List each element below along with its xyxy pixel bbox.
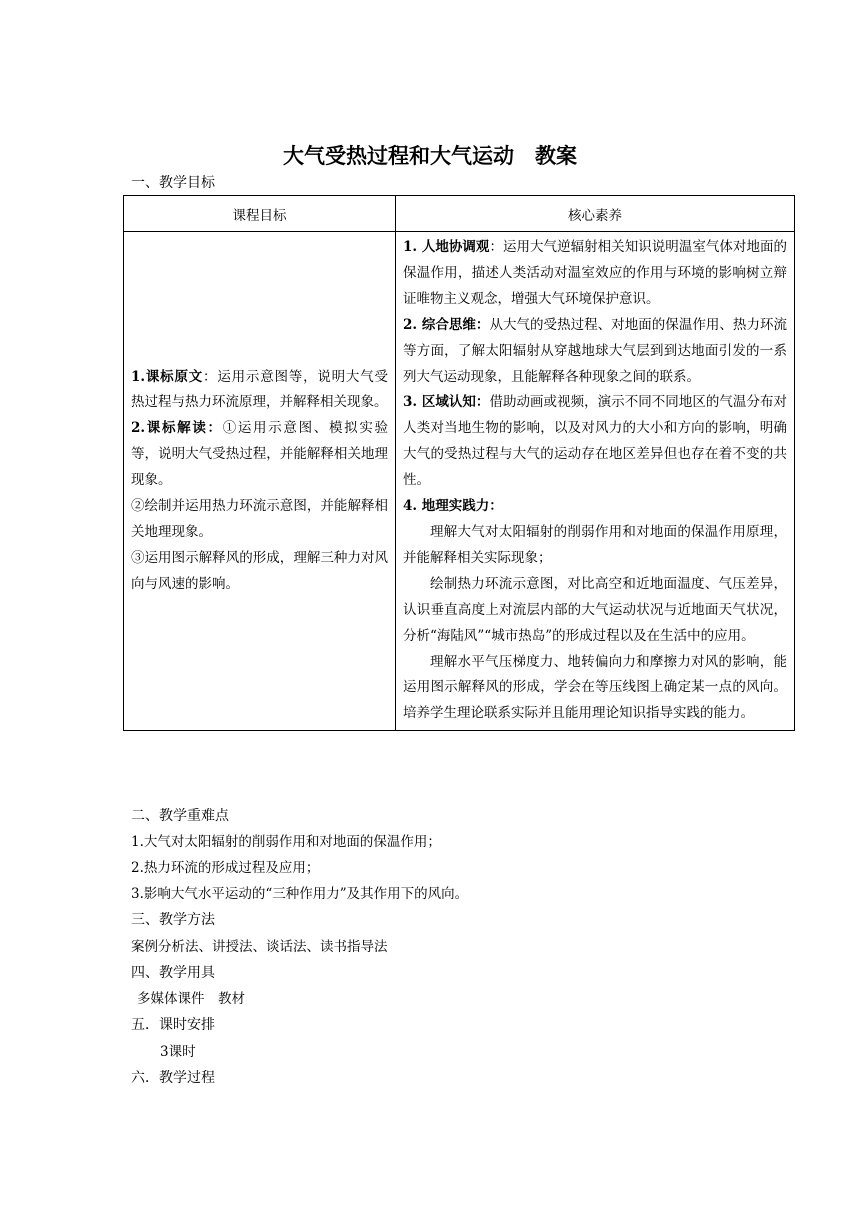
literacy-human-earth-label: 1. 人地协调观: [403, 239, 490, 255]
literacy-regional-cognition-paragraph: [403, 390, 787, 494]
curriculum-standard-text: ：运用示意图等，说明大气受热过程与热力环流原理，并解释相关现象。: [131, 368, 389, 411]
literacy-integrated-thinking-paragraph: [403, 313, 787, 391]
practice-paragraph-3: 理解水平气压梯度力、地转偏向力和摩擦力对风的影响，能运用图示解释风的形成，学会在等压线图上确定某一点的风向。培养学生理论联系实际并且能用理论知识指导实践的能力。: [403, 653, 787, 722]
course-goals-cell: [124, 232, 396, 731]
interpretation-item-3: ③运用图示解释风的形成，理解三种力对风向与风速的影响。: [131, 549, 388, 592]
key-point-item: 3.影响大气水平运动的“三种作用力”及其作用下的风向。: [131, 886, 469, 902]
teaching-aids-text: 多媒体课件 教材: [137, 991, 245, 1007]
standard-interpretation-paragraph: [131, 416, 388, 494]
literacy-human-earth-text: ：运用大气逆辐射相关知识说明温室气体对地面的保温作用，描述人类活动对温室效应的作用与环境的影响树立辩证唯物主义观念，增强大气环境保护意识。: [403, 239, 787, 307]
section-heading-methods: 三、教学方法: [131, 912, 215, 928]
section-heading-teaching-aids: 四、教学用具: [131, 965, 215, 981]
table-row: [124, 232, 795, 731]
literacy-practice-label: 4. 地理实践力：: [403, 498, 503, 515]
methods-text: 案例分析法、讲授法、谈话法、读书指导法: [131, 939, 388, 955]
practice-paragraph-2: 绘制热力环流示意图，对比高空和近地面温度、气压差异，认识垂直高度上对流层内部的大气运动状况与近地面天气状况，分析“海陆风”“城市热岛”的形成过程以及在生活中的应用。: [403, 575, 787, 644]
column-header-core-literacy: 核心素养: [396, 196, 795, 232]
literacy-regional-cognition-text: 借助动画或视频，演示不同不同地区的气温分布对人类对当地生物的影响，以及对风力的大小和方向的影响，明确大气的受热过程与大气的运动存在地区差异但也存在着不变的共性。: [403, 394, 787, 489]
column-header-course-goals: 课程目标: [124, 196, 396, 232]
key-point-item: 2.热力环流的形成过程及应用；: [131, 860, 320, 876]
objectives-table: [123, 195, 795, 731]
section-heading-process: 六．教学过程: [131, 1070, 215, 1086]
key-point-item: 1.大气对太阳辐射的削弱作用和对地面的保温作用；: [131, 834, 441, 850]
standard-interpretation-label: 2.课标解读：: [131, 420, 223, 437]
practice-paragraph-1: 理解大气对太阳辐射的削弱作用和对地面的保温作用原理，并能解释相关实际现象；: [403, 523, 787, 566]
literacy-regional-cognition-label: 3. 区域认知：: [403, 394, 490, 411]
literacy-integrated-thinking-label: 2. 综合思维：: [403, 316, 490, 333]
curriculum-standard-label: 1.课标原文: [131, 368, 204, 385]
interpretation-item-2: ②绘制并运用热力环流示意图，并能解释相关地理现象。: [131, 498, 388, 540]
table-header-row: [124, 196, 795, 232]
section-heading-schedule: 五．课时安排: [131, 1017, 215, 1033]
standard-interpretation-text: ①运用示意图、模拟实验等，说明大气受热过程，并能解释相关地理现象。: [131, 420, 389, 489]
literacy-integrated-thinking-text: 从大气的受热过程、对地面的保温作用、热力环流等方面，了解太阳辐射从穿越地球大气层到到达地面引发的一系列大气运动现象，且能解释各种现象之间的联系。: [403, 316, 787, 385]
curriculum-standard-paragraph: [131, 365, 388, 417]
core-literacy-cell: [396, 232, 795, 731]
literacy-human-earth-paragraph: [403, 235, 787, 313]
section-heading-key-points: 二、教学重难点: [131, 808, 229, 824]
schedule-text: 3课时: [160, 1044, 196, 1060]
page-title: 大气受热过程和大气运动 教案: [283, 144, 577, 168]
section-heading-objectives: 一、教学目标: [131, 175, 215, 191]
